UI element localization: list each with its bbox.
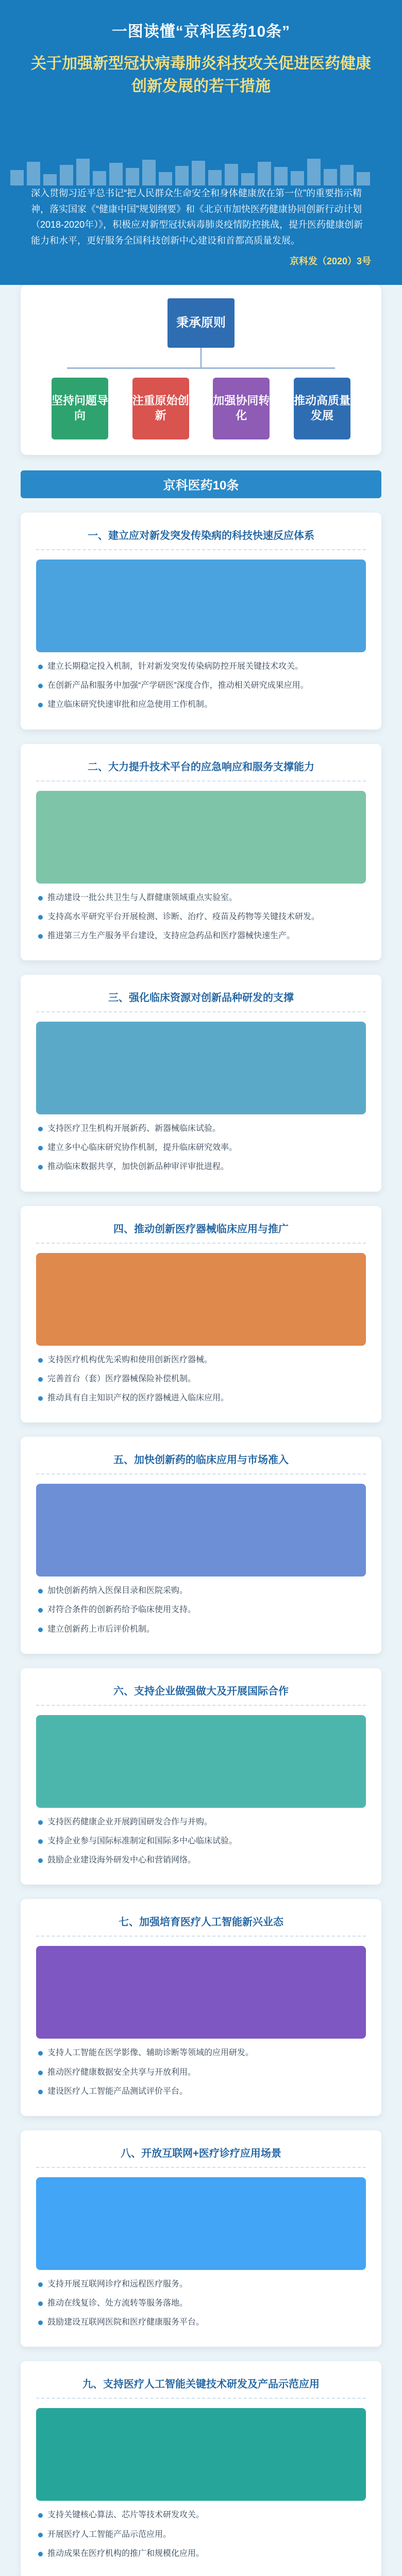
bullet-item: 完善首台（套）医疗器械保险补偿机制。 [36, 1372, 366, 1386]
bullet-item: 支持高水平研究平台开展检测、诊断、治疗、疫苗及药物等关键技术研发。 [36, 910, 366, 924]
measure-section [21, 2130, 381, 2347]
measure-section [21, 1437, 381, 1654]
measure-section [21, 513, 381, 730]
bullet-item: 推动医疗健康数据安全共享与开放利用。 [36, 2065, 366, 2079]
section-bullets [36, 2277, 366, 2330]
bullet-item: 支持医疗机构优先采购和使用创新医疗器械。 [36, 1353, 366, 1367]
principle-item: 注重原始创新 [132, 378, 189, 439]
bullet-item: 支持人工智能在医学影像、辅助诊断等领域的应用研发。 [36, 2046, 366, 2060]
bullet-item: 支持开展互联网诊疗和远程医疗服务。 [36, 2277, 366, 2291]
section-title: 一、建立应对新发突发传染病的科技快速反应体系 [36, 527, 366, 550]
section-bullets [36, 1815, 366, 1868]
connector-vertical [200, 348, 202, 367]
bullet-item: 推动在线复诊、处方流转等服务落地。 [36, 2296, 366, 2310]
measure-section [21, 975, 381, 1192]
section-title: 四、推动创新医疗器械临床应用与推广 [36, 1221, 366, 1244]
bullet-item: 建立创新药上市后评价机制。 [36, 1622, 366, 1636]
measure-section [21, 2361, 381, 2576]
bullet-item: 建立多中心临床研究协作机制，提升临床研究效率。 [36, 1141, 366, 1155]
principle-item: 坚持问题导向 [52, 378, 108, 439]
section-illustration [36, 1715, 366, 1808]
bullet-item: 支持企业参与国际标准制定和国际多中心临床试验。 [36, 1834, 366, 1848]
section-illustration [36, 1022, 366, 1114]
section-title: 二、大力提升技术平台的应急响应和服务支撑能力 [36, 758, 366, 782]
section-title: 七、加强培育医疗人工智能新兴业态 [36, 1913, 366, 1937]
section-title: 六、支持企业做强做大及开展国际合作 [36, 1683, 366, 1706]
section-title: 五、加快创新药的临床应用与市场准入 [36, 1451, 366, 1475]
bullet-item: 对符合条件的创新药给予临床使用支持。 [36, 1603, 366, 1617]
bullet-item: 推动建设一批公共卫生与人群健康领域重点实验室。 [36, 891, 366, 905]
principles-diagram [21, 285, 381, 455]
bullet-item: 加快创新药纳入医保目录和医院采购。 [36, 1584, 366, 1598]
principles-row [52, 378, 350, 439]
skyline-decoration [0, 159, 402, 185]
section-illustration [36, 2408, 366, 2501]
section-bullets [36, 2046, 366, 2098]
section-bullets [36, 1353, 366, 1405]
bullet-item: 推动成果在医疗机构的推广和规模化应用。 [36, 2547, 366, 2561]
section-bullets [36, 891, 366, 943]
principle-item: 推动高质量发展 [294, 378, 350, 439]
section-illustration [36, 791, 366, 884]
measure-section [21, 1206, 381, 1423]
document-number: 京科发（2020）3号 [289, 256, 371, 267]
section-bullets [36, 2508, 366, 2561]
bullet-item: 鼓励建设互联网医院和医疗健康服务平台。 [36, 2315, 366, 2329]
bullet-item: 支持医疗卫生机构开展新药、新器械临床试验。 [36, 1122, 366, 1136]
measure-section [21, 1668, 381, 1885]
connector-horizontal [67, 367, 335, 369]
measure-section [21, 1899, 381, 2116]
bullet-item: 鼓励企业建设海外研发中心和营销网络。 [36, 1853, 366, 1867]
bullet-item: 支持医药健康企业开展跨国研发合作与并购。 [36, 1815, 366, 1829]
header-headline: 关于加强新型冠状病毒肺炎科技攻关促进医药健康创新发展的若干措施 [31, 55, 371, 95]
principle-item: 加强协同转化 [213, 378, 270, 439]
section-title: 八、开放互联网+医疗诊疗应用场景 [36, 2145, 366, 2168]
bullet-item: 推动临床数据共享，加快创新品种审评审批进程。 [36, 1160, 366, 1174]
header-kicker: 一图读懂“京科医药10条” [111, 23, 291, 40]
bullet-item: 建立临床研究快速审批和应急使用工作机制。 [36, 698, 366, 711]
section-title: 九、支持医疗人工智能关键技术研发及产品示范应用 [36, 2376, 366, 2399]
section-title: 三、强化临床资源对创新品种研发的支撑 [36, 989, 366, 1012]
bullet-item: 在创新产品和服务中加强“产学研医”深度合作，推动相关研究成果应用。 [36, 679, 366, 692]
bullet-item: 建立长期稳定投入机制，针对新发突发传染病防控开展关键技术攻关。 [36, 659, 366, 673]
section-illustration [36, 2177, 366, 2270]
bullet-item: 开展医疗人工智能产品示范应用。 [36, 2528, 366, 2541]
bullet-item: 建设医疗人工智能产品测试评价平台。 [36, 2084, 366, 2098]
section-illustration [36, 1946, 366, 2039]
intro-block [0, 185, 402, 285]
intro-text: 深入贯彻习近平总书记“把人民群众生命安全和身体健康放在第一位”的重要指示精神，落实国家《“健康中国”规划纲要》和《北京市加快医药健康协同创新行动计划（2018-2020年）》，积极应对新型冠状病毒肺炎疫情防控挑战，提升医药健康创新能力和水平，更好服务全国科技创新中心建设和首都高质量发展。 [31, 188, 363, 246]
section-bullets [36, 1584, 366, 1636]
section-illustration [36, 560, 366, 652]
section-illustration [36, 1253, 366, 1346]
bullet-item: 推进第三方生产服务平台建设，支持应急药品和医疗器械快速生产。 [36, 929, 366, 943]
principles-center: 秉承原则 [167, 298, 234, 348]
header-banner [0, 0, 402, 185]
bullet-item: 推动具有自主知识产权的医疗器械进入临床应用。 [36, 1391, 366, 1405]
section-bullets [36, 1122, 366, 1174]
measures-title: 京科医药10条 [21, 470, 381, 498]
sections-container [0, 513, 402, 2576]
measure-section [21, 744, 381, 961]
section-bullets [36, 659, 366, 712]
section-illustration [36, 1484, 366, 1577]
bullet-item: 支持关键核心算法、芯片等技术研发攻关。 [36, 2508, 366, 2522]
